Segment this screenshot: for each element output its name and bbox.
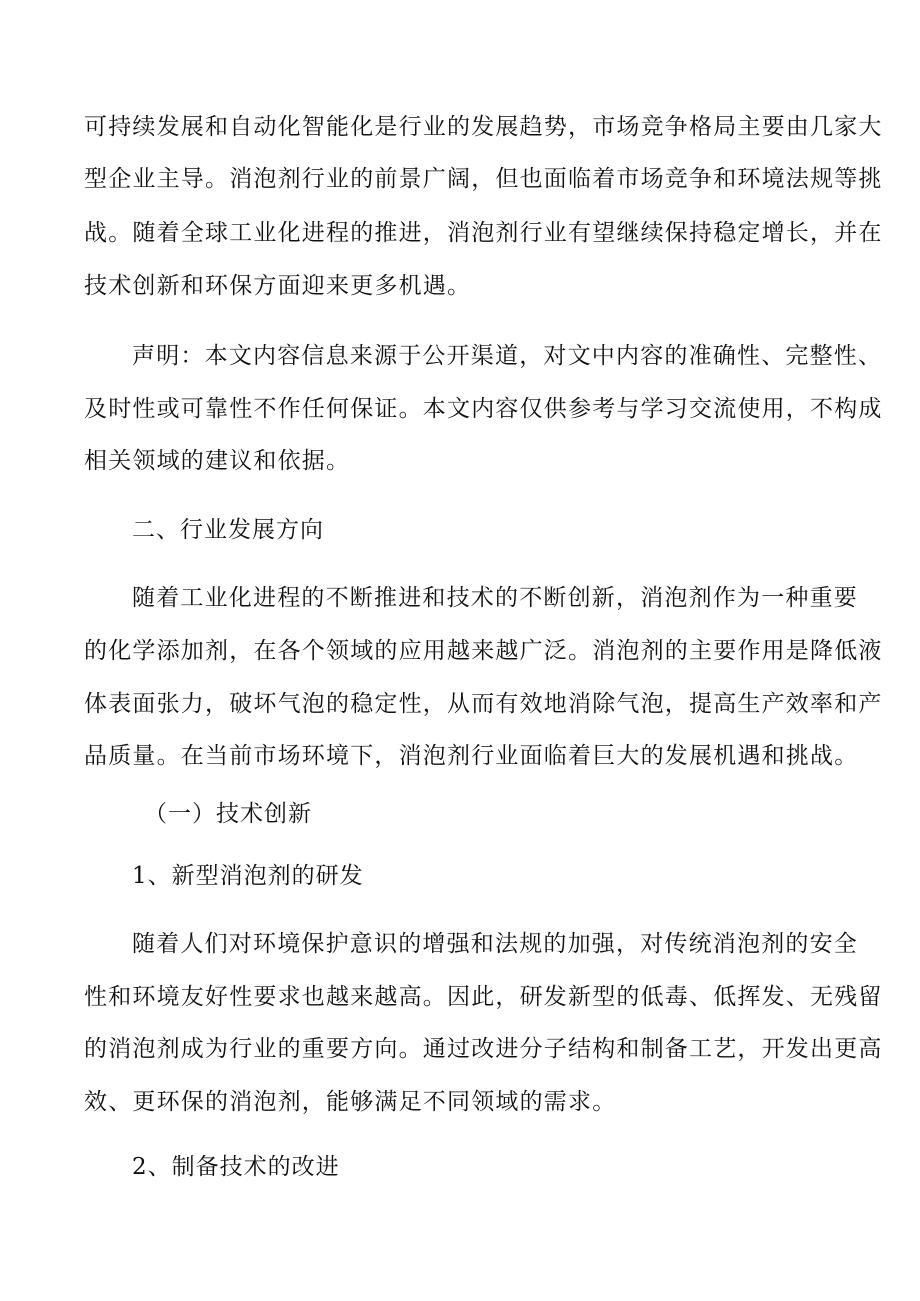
paragraph-line: 技术创新和环保方面迎来更多机遇。 [84, 273, 472, 299]
paragraph-line: 战。随着全球工业化进程的推进，消泡剂行业有望继续保持稳定增长，并在 [84, 220, 883, 246]
paragraph-line: 及时性或可靠性不作任何保证。本文内容仅供参考与学习交流使用，不构成 [84, 396, 883, 422]
paragraph-line: 可持续发展和自动化智能化是行业的发展趋势，市场竞争格局主要由几家大 [84, 114, 883, 140]
subsection-heading: （一）技术创新 [144, 801, 312, 827]
paragraph-line: 相关领域的建议和依据。 [84, 448, 351, 474]
paragraph-line: 效、更环保的消泡剂，能够满足不同领域的需求。 [84, 1089, 617, 1115]
paragraph-line: 随着人们对环境保护意识的增强和法规的加强，对传统消泡剂的安全 [132, 931, 858, 957]
item-heading-1: 1、新型消泡剂的研发 [132, 863, 364, 889]
paragraph-line: 体表面张力，破坏气泡的稳定性，从而有效地消除气泡，提高生产效率和产 [84, 691, 883, 717]
item-heading-2: 2、制备技术的改进 [132, 1154, 340, 1180]
section-heading: 二、行业发展方向 [132, 517, 324, 543]
paragraph-line: 型企业主导。消泡剂行业的前景广阔，但也面临着市场竞争和环境法规等挑 [84, 166, 883, 192]
paragraph-line: 的化学添加剂，在各个领域的应用越来越广泛。消泡剂的主要作用是降低液 [84, 638, 883, 664]
paragraph-line: 性和环境友好性要求也越来越高。因此，研发新型的低毒、低挥发、无残留 [84, 984, 883, 1010]
paragraph-line: 的消泡剂成为行业的重要方向。通过改进分子结构和制备工艺，开发出更高 [84, 1036, 883, 1062]
paragraph-line: 随着工业化进程的不断推进和技术的不断创新，消泡剂作为一种重要 [132, 585, 858, 611]
paragraph-line: 声明：本文内容信息来源于公开渠道，对文中内容的准确性、完整性、 [132, 343, 883, 369]
paragraph-line: 品质量。在当前市场环境下，消泡剂行业面临着巨大的发展机遇和挑战。 [84, 743, 859, 769]
